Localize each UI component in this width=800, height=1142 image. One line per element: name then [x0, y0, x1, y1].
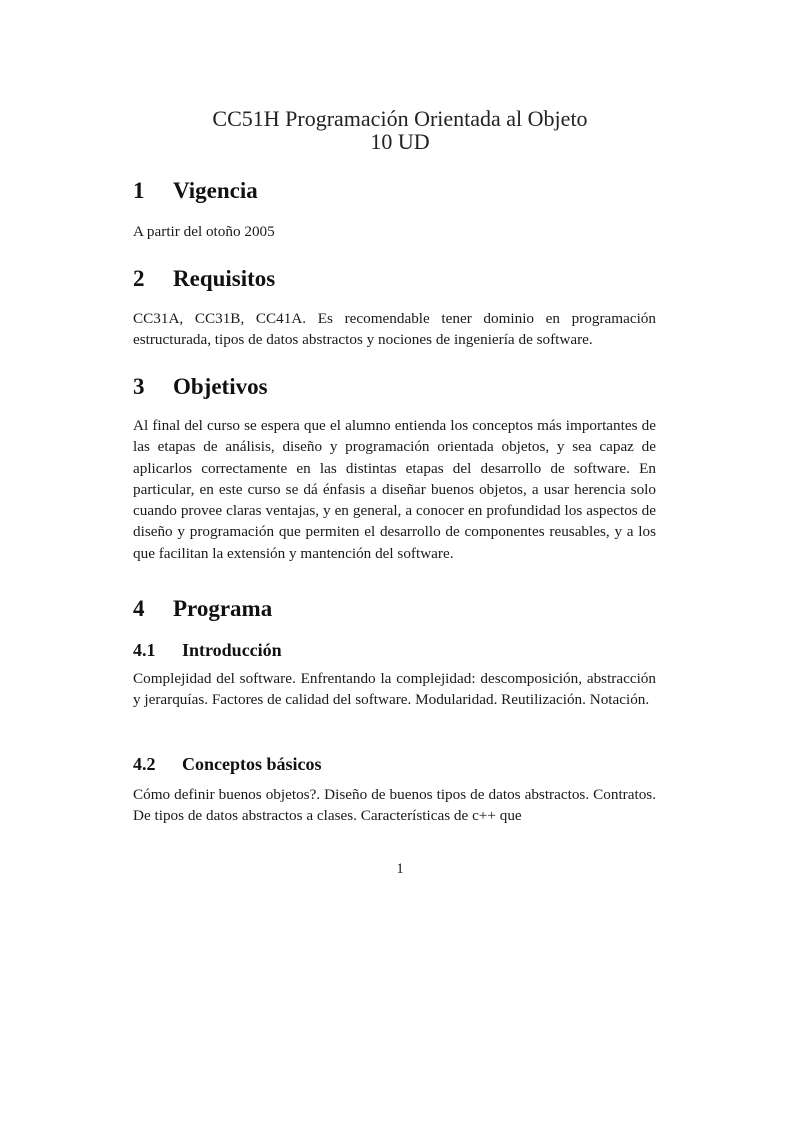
- section-number: 2: [133, 266, 145, 291]
- section-number: 1: [133, 178, 145, 203]
- subsection-body-introduccion: Complejidad del software. Enfrentando la complejidad: descomposición, abstracción y jerarquías. Factores de calidad del software. Modularidad. Reutilización. Notación.: [133, 670, 656, 709]
- section-body-requisitos: CC31A, CC31B, CC41A. Es recomendable tener dominio en programación estructurada, tipos de datos abstractos y nociones de ingeniería de software.: [133, 310, 656, 349]
- section-body-vigencia: A partir del otoño 2005: [133, 223, 275, 240]
- subsection-title: Conceptos básicos: [182, 754, 322, 774]
- subsection-title: Introducción: [182, 640, 282, 660]
- section-title: Programa: [173, 596, 273, 621]
- section-heading-vigencia: [133, 178, 258, 204]
- section-heading-programa: [133, 596, 272, 622]
- document-title: CC51H Programación Orientada al Objeto: [212, 106, 588, 131]
- section-body-objetivos: Al final del curso se espera que el alumno entienda los conceptos más importantes de las etapas de análisis, diseño y programación orientada objetos, y sea capaz de aplicarlos correctamente en las distintas etapas del desarrollo de software. En particular, en este curso se dá énfasis a diseñar buenos objetos, a usar herencia solo cuando provee claras ventajas, y en general, a conocer en profundidad los aspectos de diseño y programación que permiten el desarrollo de componentes reusables, y a los que facilitan la extensión y mantención del software.: [133, 417, 656, 562]
- section-title: Objetivos: [173, 374, 268, 399]
- section-heading-objetivos: [133, 374, 268, 400]
- subsection-heading-conceptos-basicos: [133, 754, 322, 775]
- section-title: Requisitos: [173, 266, 276, 291]
- document-credits: 10 UD: [370, 129, 430, 154]
- section-title: Vigencia: [173, 178, 258, 203]
- section-number: 3: [133, 374, 145, 399]
- subsection-number: 4.2: [133, 754, 156, 774]
- subsection-heading-introduccion: [133, 640, 282, 661]
- section-number: 4: [133, 596, 145, 621]
- section-heading-requisitos: [133, 266, 275, 292]
- page-number: 1: [396, 861, 404, 877]
- subsection-number: 4.1: [133, 640, 156, 660]
- subsection-body-conceptos-basicos: Cómo definir buenos objetos?. Diseño de buenos tipos de datos abstractos. Contratos. De tipos de datos abstractos a clases. Características de c++ que: [133, 786, 656, 825]
